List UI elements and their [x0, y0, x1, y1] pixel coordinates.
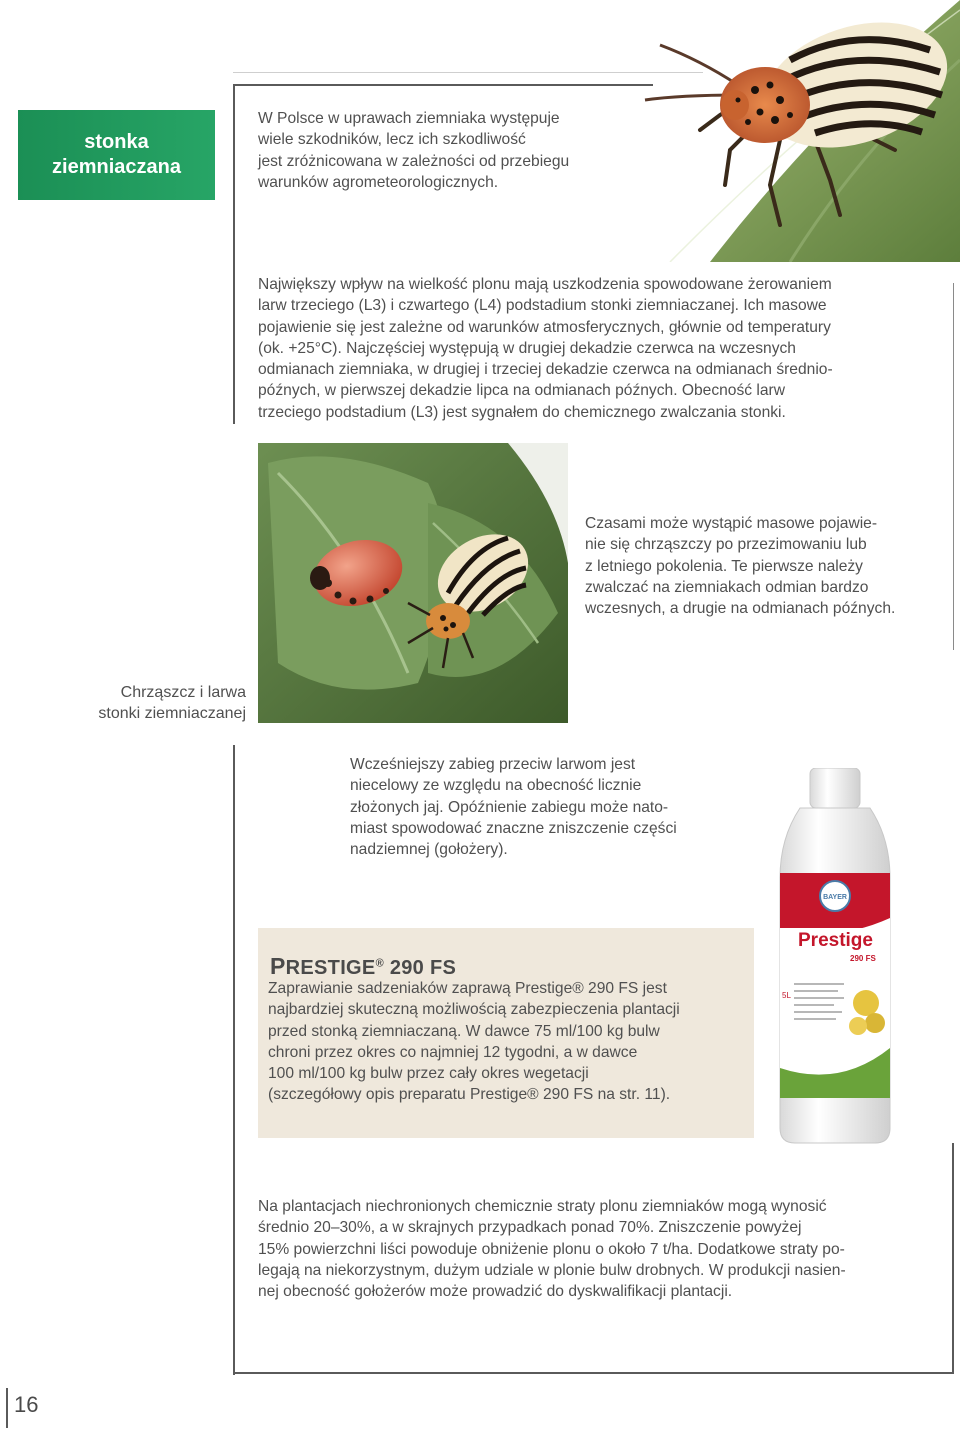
- prestige-line: najbardziej skuteczną możliwością zabezpieczenia plantacji: [268, 1001, 680, 1019]
- main-line: Największy wpływ na wielkość plonu mają uszkodzenia spowodowane żerowaniem: [258, 276, 832, 293]
- side-paragraph: [585, 513, 950, 619]
- losses-line: legają na niekorzystnym, dużym udziale w plonie bulw drobnych. W produkcji nasien-: [258, 1261, 846, 1279]
- top-rule-light: [233, 72, 703, 73]
- prestige-title-reg: ®: [375, 957, 384, 970]
- main-line: pojawienie się jest zależne od warunków atmosferycznych, głównie od temperatury: [258, 318, 831, 336]
- bottle-product: 290 FS: [850, 954, 876, 963]
- main-line: odmianach ziemniaka, w drugiej i trzeciej dekadzie czerwca na odmianach średnio-: [258, 361, 833, 379]
- frame-right-bottom: [952, 1143, 954, 1374]
- side-line: wczesnych, a drugie na odmianach późnych.: [585, 600, 896, 618]
- early-line: Wcześniejszy zabieg przeciw larwom jest: [350, 756, 636, 773]
- main-paragraph: [258, 274, 948, 423]
- losses-line: nej obecność gołożerów może prowadzić do dyskwalifikacji plantacji.: [258, 1283, 733, 1301]
- intro-line: warunków agrometeorologicznych.: [258, 173, 499, 191]
- bottle-volume: 5L: [782, 991, 791, 1000]
- page-number-rule: [6, 1388, 8, 1428]
- main-line: larw trzeciego (L3) i czwartego (L4) podstadium stonki ziemniaczanej. Ich masowe: [258, 297, 827, 315]
- prestige-title-suffix: 290 FS: [383, 957, 457, 979]
- beetle-photo: [640, 0, 960, 262]
- early-line: złożonych jaj. Opóźnienie zabiegu może nato-: [350, 798, 669, 816]
- intro-line: wiele szkodników, lecz ich szkodliwość: [258, 131, 526, 149]
- prestige-bottle: [770, 768, 900, 1148]
- intro-line: jest zróżnicowana w zależności od przebiegu: [258, 152, 570, 170]
- page-number: 16: [14, 1392, 39, 1417]
- early-line: niecelowy ze względu na obecność licznie: [350, 777, 642, 795]
- frame-left-top: [233, 84, 235, 424]
- photo-caption: [40, 682, 246, 724]
- caption-line2: stonki ziemniaczanej: [98, 705, 246, 722]
- prestige-title-initial: P: [270, 953, 286, 979]
- bottle-brand: Prestige: [798, 930, 873, 951]
- losses-line: średnio 20–30%, a w skrajnych przypadkach ponad 70%. Zniszczenie powyżej: [258, 1219, 802, 1237]
- frame-right-mid: [953, 283, 954, 650]
- section-tag-line1: stonka: [84, 131, 149, 153]
- frame-bottom: [233, 1372, 954, 1374]
- prestige-line: Zaprawianie sadzeniaków zaprawą Prestige® 290 FS jest: [268, 980, 667, 997]
- early-line: nadziemnej (gołożery).: [350, 841, 508, 859]
- main-line: trzeciego podstadium (L3) jest sygnałem do chemicznego zwalczania stonki.: [258, 403, 786, 421]
- intro-line: W Polsce w uprawach ziemniaka występuje: [258, 110, 560, 127]
- prestige-paragraph: [268, 978, 748, 1106]
- losses-paragraph: [258, 1196, 948, 1302]
- caption-line1: Chrząszcz i larwa: [120, 684, 246, 701]
- side-line: z letniego pokolenia. Te pierwsze należy: [585, 557, 863, 575]
- side-line: Czasami może wystąpić masowe pojawie-: [585, 515, 878, 532]
- losses-line: 15% powierzchni liści powoduje obniżenie plonu o około 7 t/ha. Dodatkowe straty po-: [258, 1240, 845, 1258]
- prestige-line: (szczegółowy opis preparatu Prestige® 290 FS na str. 11).: [268, 1086, 671, 1104]
- section-tag: [18, 110, 215, 200]
- main-line: (ok. +25°C). Najczęściej występują w drugiej dekadzie czerwca na wczesnych: [258, 339, 796, 357]
- intro-paragraph: [258, 108, 638, 193]
- main-line: późnych, w pierwszej dekadzie lipca na odmianach późnych. Obecność larw: [258, 382, 785, 400]
- side-line: zwalczać na ziemniakach odmian bardzo: [585, 578, 869, 596]
- prestige-line: 100 ml/100 kg bulw przez cały okres wegetacji: [268, 1065, 589, 1083]
- top-rule-dark: [233, 84, 653, 86]
- early-paragraph: [350, 754, 750, 860]
- section-tag-line2: ziemniaczana: [52, 156, 181, 178]
- prestige-title: [270, 953, 456, 980]
- prestige-line: chroni przez okres co najmniej 12 tygodni, a w dawce: [268, 1043, 638, 1061]
- prestige-line: przed stonką ziemniaczaną. W dawce 75 ml/100 kg bulw: [268, 1022, 660, 1040]
- losses-line: Na plantacjach niechronionych chemicznie straty plonu ziemniaków mogą wynosić: [258, 1198, 827, 1215]
- early-line: miast spowodować znaczne zniszczenie części: [350, 819, 677, 837]
- bottle-maker: BAYER: [823, 894, 847, 901]
- prestige-title-rest: RESTIGE: [285, 957, 376, 979]
- frame-left-mid: [233, 745, 235, 1375]
- side-line: nie się chrząszczy po przezimowaniu lub: [585, 536, 867, 554]
- beetle-larva-photo: [258, 443, 568, 723]
